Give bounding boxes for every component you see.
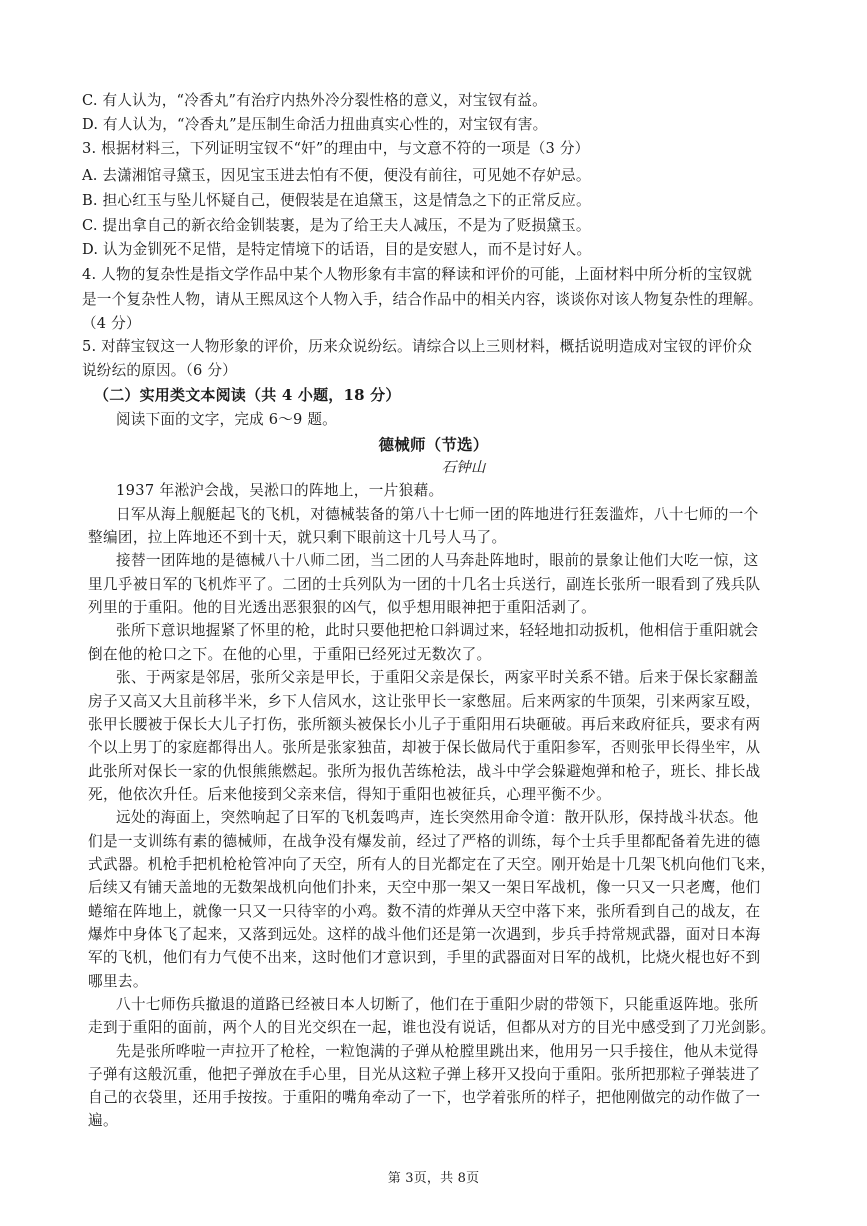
story-line: 子弹有这般沉重，他把子弹放在手心里，目光从这粒子弹上移开又投向于重阳。张所把那粒子弹装进了 [88, 1066, 761, 1083]
option-a: A. 去潇湘馆寻黛玉，因见宝玉进去怕有不便，便没有前往，可见她不存妒忌。 [82, 167, 591, 184]
story-line: 倒在他的枪口之下。在他的心里，于重阳已经死过无数次了。 [88, 646, 492, 663]
story-author: 石钟山 [441, 460, 486, 476]
story-line: 式武器。机枪手把机枪枪管冲向了天空，所有人的目光都定在了天空。刚开始是十几架飞机向他们飞来， [88, 856, 776, 873]
question-3: 3. 根据材料三，下列证明宝钗不“奸”的理由中，与文意不符的一项是（3 分） [82, 140, 590, 157]
option-d: D. 有人认为，“冷香丸”是压制生命活力扭曲真实心性的，对宝钗有害。 [82, 116, 548, 133]
story-line: 张甲长腰被于保长大儿子打伤，张所额头被保长小儿子于重阳用石块砸破。再后来政府征兵，要求有两 [88, 716, 761, 733]
story-line: 整编团，拉上阵地还不到十天，就只剩下眼前这十几号人马了。 [88, 529, 507, 546]
story-title: 德械师（节选） [378, 435, 489, 454]
story-line: 里几乎被日军的飞机炸平了。二团的士兵列队为一团的十几名士兵送行，副连长张所一眼看到了残兵队 [88, 576, 761, 593]
question-4-line2: 是一个复杂性人物，请从王熙凤这个人物入手，结合作品中的相关内容，谈谈你对该人物复杂性的理解。 [82, 291, 763, 308]
story-line: 日军从海上舰艇起飞的飞机，对德械装备的第八十七师一团的阵地进行狂轰滥炸，八十七师的一个 [116, 506, 759, 523]
story-line: 蜷缩在阵地上，就像一只又一只待宰的小鸡。数不清的炸弹从天空中落下来，张所看到自己的战友，在 [88, 903, 761, 920]
story-line: 走到于重阳的面前，两个人的目光交织在一起，谁也没有说话，但都从对方的目光中感受到了刀光剑影。 [88, 1019, 776, 1036]
question-4-line1: 4. 人物的复杂性是指文学作品中某个人物形象有丰富的释读和评价的可能，上面材料中所分析的宝钗就 [82, 266, 753, 283]
story-line: 张、于两家是邻居，张所父亲是甲长，于重阳父亲是保长，两家平时关系不错。后来于保长家翻盖 [116, 669, 759, 686]
story-line: 哪里去。 [88, 973, 148, 990]
story-line: 此张所对保长一家的仇恨熊熊燃起。张所为报仇苦练枪法，战斗中学会躲避炮弹和枪子，班长、排长战 [88, 763, 761, 780]
story-line: 远处的海面上，突然响起了日军的飞机轰鸣声，连长突然用命令道：散开队形，保持战斗状态。他 [116, 809, 759, 826]
instruction: 阅读下面的文字，完成 6～9 题。 [116, 411, 337, 428]
story-line: 自己的衣袋里，还用手按按。于重阳的嘴角牵动了一下，也学着张所的样子，把他刚做完的动作做了一 [88, 1089, 761, 1106]
story-line: 列里的于重阳。他的目光透出恶狠狠的凶气，似乎想用眼神把于重阳活剥了。 [88, 599, 597, 616]
story-line: 八十七师伤兵撤退的道路已经被日本人切断了，他们在于重阳少尉的带领下，只能重返阵地。张所 [116, 996, 759, 1013]
story-line: 爆炸中身体飞了起来，又落到远处。这样的战斗他们还是第一次遇到，步兵手持常规武器，面对日本海 [88, 926, 761, 943]
question-5-line2: 说纷纭的原因。（6 分） [82, 362, 237, 379]
story-line: 遍。 [88, 1112, 118, 1129]
story-line: 个以上男丁的家庭都得出人。张所是张家独苗，却被于保长做局代于重阳参军，否则张甲长得坐牢，从 [88, 739, 761, 756]
story-line: 接替一团阵地的是德械八十八师二团，当二团的人马奔赴阵地时，眼前的景象让他们大吃一惊，这 [116, 552, 759, 569]
option-b: B. 担心红玉与坠儿怀疑自己，便假装是在追黛玉，这是情急之下的正常反应。 [82, 192, 591, 209]
story-line: 房子又高又大且前移半米，乡下人信风水，这让张甲长一家憋屈。后来两家的牛顶架，引来两家互殴， [88, 693, 761, 710]
section-heading: （二）实用类文本阅读（共 4 小题，18 分） [94, 386, 401, 404]
option-c2: C. 提出拿自己的新衣给金钏装裹，是为了给王夫人减压，不是为了贬损黛玉。 [82, 217, 591, 234]
story-line: 后续又有铺天盖地的无数架战机向他们扑来，天空中那一架又一架日军战机，像一只又一只老鹰，他们 [88, 879, 761, 896]
story-line: 军的飞机，他们有力气使不出来，这时他们才意识到，手里的武器面对日军的战机，比烧火棍也好不到 [88, 949, 761, 966]
story-line: 们是一支训练有素的德械师，在战争没有爆发前，经过了严格的训练，每个士兵手里都配备着先进的德 [88, 833, 761, 850]
story-line: 先是张所哗啦一声拉开了枪栓，一粒饱满的子弹从枪膛里跳出来，他用另一只手接住，他从未觉得 [116, 1043, 759, 1060]
page-footer: 第 3页，共 8页 [387, 1171, 480, 1186]
option-c: C. 有人认为，“冷香丸”有治疗内热外冷分裂性格的意义，对宝钗有益。 [82, 92, 547, 109]
option-d2: D. 认为金钏死不足惜，是特定情境下的话语，目的是安慰人，而不是讨好人。 [82, 241, 592, 258]
story-line: 死，他依次升任。后来他接到父亲来信，得知于重阳也被征兵，心理平衡不少。 [88, 786, 612, 803]
question-5-line1: 5. 对薛宝钗这一人物形象的评价，历来众说纷纭。请综合以上三则材料，概括说明造成对宝钗的评价众 [82, 338, 753, 355]
story-line: 1937 年淞沪会战，吴淞口的阵地上，一片狼藉。 [116, 482, 444, 499]
question-4-score: （4 分） [82, 315, 141, 332]
story-line: 张所下意识地握紧了怀里的枪，此时只要他把枪口斜调过来，轻轻地扣动扳机，他相信于重阳就会 [116, 622, 759, 639]
